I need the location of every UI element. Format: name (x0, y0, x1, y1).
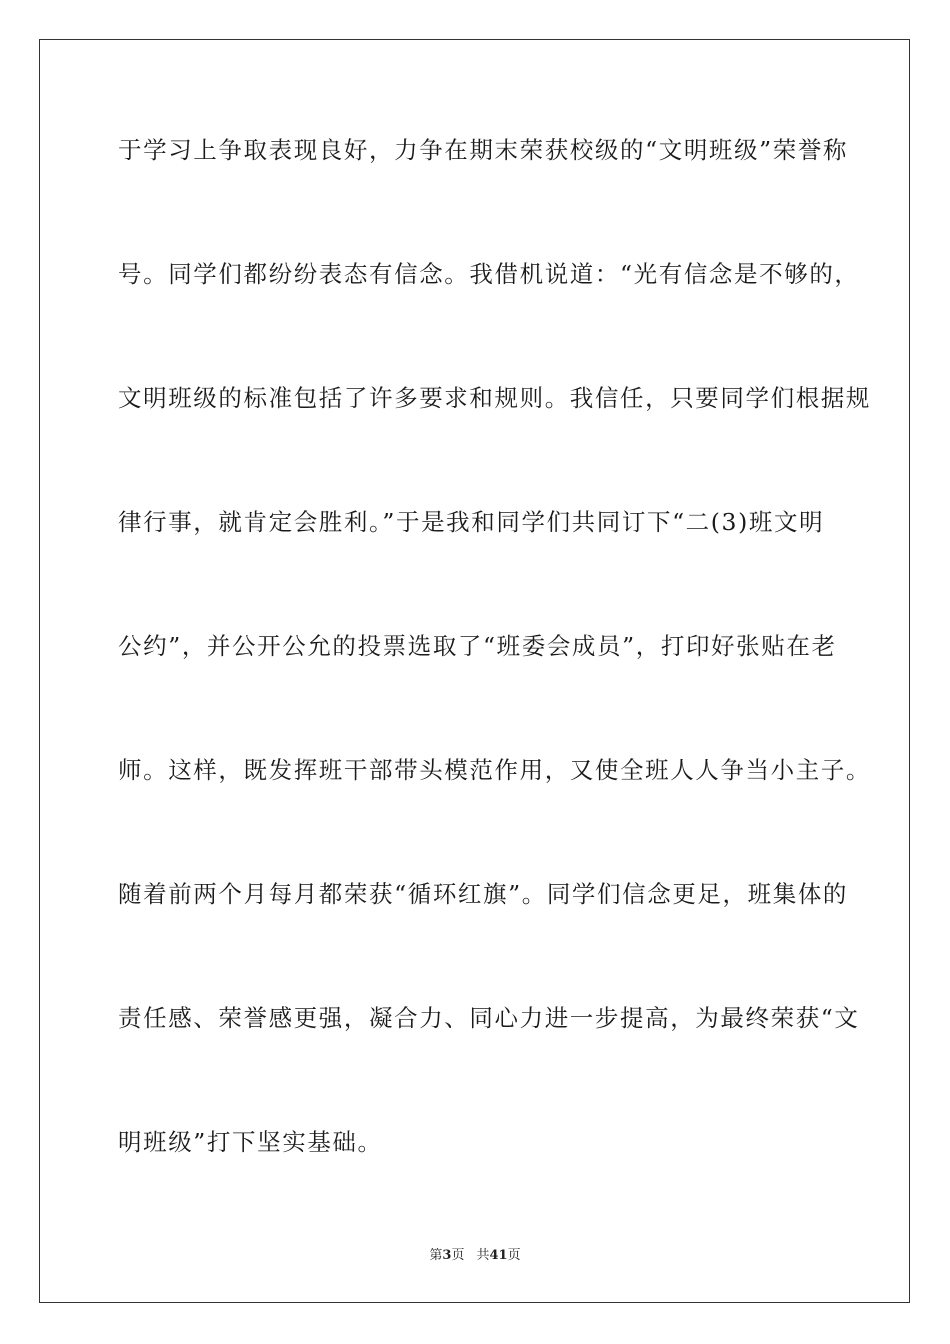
page-suffix: 页 (451, 1248, 465, 1263)
text-line: 随着前两个月每月都荣获“循环红旗”。同学们信念更足，班集体的 (118, 880, 849, 908)
page-footer (0, 1244, 950, 1263)
page-number: 3 (442, 1248, 452, 1263)
page-prefix: 第 (429, 1248, 443, 1263)
text-line: 明班级”打下坚实基础。 (118, 1128, 383, 1156)
text-line: 号。同学们都纷纷表态有信念。我借机说道：“光有信念是不够的， (118, 260, 860, 288)
text-line: 律行事，就肯定会胜利。”于是我和同学们共同订下“二(3)班文明 (118, 508, 825, 536)
total-prefix: 共 (476, 1248, 490, 1263)
total-pages: 41 (489, 1248, 508, 1263)
text-line: 公约”，并公开公允的投票选取了“班委会成员”，打印好张贴在老 (118, 632, 837, 660)
total-suffix: 页 (507, 1248, 521, 1263)
text-line: 于学习上争取表现良好，力争在期末荣获校级的“文明班级”荣誉称 (118, 136, 849, 164)
document-body (118, 125, 871, 1241)
text-line: 文明班级的标准包括了许多要求和规则。我信任，只要同学们根据规 (118, 384, 871, 412)
text-line: 责任感、荣誉感更强，凝合力、同心力进一步提高，为最终荣获“文 (118, 1004, 860, 1032)
text-line: 师。这样，既发挥班干部带头模范作用，又使全班人人争当小主子。 (118, 756, 871, 784)
